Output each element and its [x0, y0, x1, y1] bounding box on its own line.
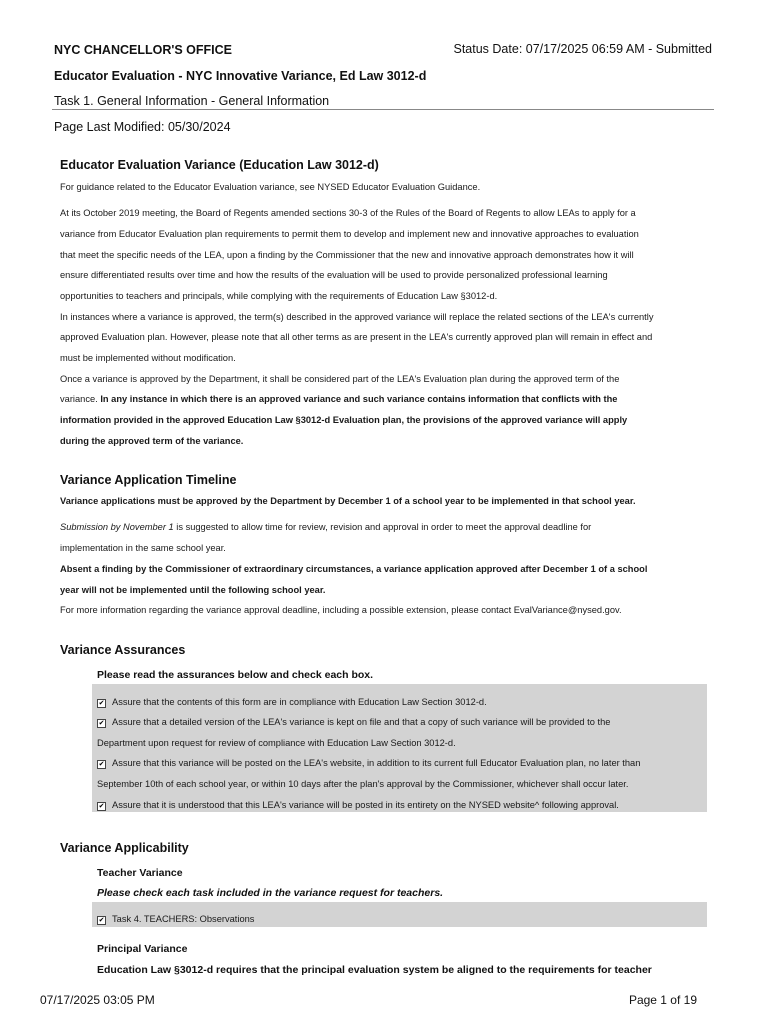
assurance-continuation: Department upon request for review of compliance with Education Law Section 3012-d. [97, 738, 456, 748]
paragraph-line: that meet the specific needs of the LEA, upon a finding by the Commissioner that the new and innovative approach demonstrates how it will [60, 250, 634, 260]
assurances-instruction: Please read the assurances below and check each box. [97, 669, 374, 681]
checkbox-checked-icon[interactable]: ✔ [98, 917, 105, 924]
teacher-task-item[interactable] [97, 914, 254, 925]
paragraph-line: information provided in the approved Education Law §3012-d Evaluation plan, the provisions of the approved variance will apply [60, 415, 628, 425]
form-title: Educator Evaluation - NYC Innovative Variance, Ed Law 3012-d [54, 69, 427, 83]
section-heading-assurances: Variance Assurances [60, 643, 186, 657]
guidance-text: For guidance related to the Educator Evaluation variance, see NYSED Educator Evaluation Guidance. [60, 182, 481, 192]
paragraph-line: approved Evaluation plan. However, please note that all other terms as are present in the LEA's currently approved plan will remain in effect and [60, 332, 653, 342]
page-last-modified: Page Last Modified: 05/30/2024 [54, 120, 231, 134]
paragraph-line: opportunities to teachers and principals, while complying with the requirements of Education Law §3012-d. [60, 291, 498, 301]
checkbox-checked-icon[interactable]: ✔ [98, 803, 105, 810]
paragraph-line: Absent a finding by the Commissioner of extraordinary circumstances, a variance application approved after December 1 of a school [60, 564, 648, 574]
paragraph-line: implementation in the same school year. [60, 543, 226, 553]
checkbox-checked-icon[interactable]: ✔ [98, 761, 105, 768]
assurance-item[interactable] [97, 800, 619, 811]
principal-variance-heading: Principal Variance [97, 943, 188, 955]
paragraph-line: variance from Educator Evaluation plan requirements to permit them to develop and implement new and innovative approaches to evaluation [60, 229, 639, 239]
footer-date: 07/17/2025 03:05 PM [40, 993, 155, 1007]
teacher-variance-heading: Teacher Variance [97, 867, 183, 879]
assurance-continuation: September 10th of each school year, or within 10 days after the plan's approval by the Commissioner, whichever shall occur later. [97, 779, 629, 789]
principal-variance-text: Education Law §3012-d requires that the principal evaluation system be aligned to the requirements for teacher [97, 964, 652, 976]
deadline-statement: Variance applications must be approved by the Department by December 1 of a school year to be implemented in that school year. [60, 496, 636, 506]
paragraph-line: Once a variance is approved by the Department, it shall be considered part of the LEA's Evaluation plan during the approved term of the [60, 374, 620, 384]
page-number: Page 1 of 19 [628, 993, 697, 1007]
paragraph-line: At its October 2019 meeting, the Board of Regents amended sections 30-3 of the Rules of the Board of Regents to allow LEAs to apply for a [60, 208, 636, 218]
header-divider [52, 109, 714, 110]
teacher-task-label: Task 4. TEACHERS: Observations [112, 914, 255, 924]
assurance-label: Assure that a detailed version of the LEA's variance is kept on file and that a copy of such variance will be provided to the [112, 717, 611, 727]
section-heading-applicability: Variance Applicability [60, 841, 189, 855]
paragraph-line: must be implemented without modification. [60, 353, 236, 363]
paragraph-line [60, 522, 591, 532]
section-heading-evaluation-variance: Educator Evaluation Variance (Education Law 3012-d) [60, 158, 379, 172]
paragraph-line [60, 394, 617, 404]
inline-bold-text: In any instance in which there is an approved variance and such variance contains information that conflicts with the [100, 394, 618, 404]
paragraph-line: ensure differentiated results over time and how the results of the evaluation will be used to provide personalized professional learning [60, 270, 608, 280]
assurance-label: Assure that this variance will be posted on the LEA's website, in addition to its current full Educator Evaluation plan, no later than [112, 758, 641, 768]
assurance-item[interactable] [97, 758, 640, 769]
organization-name: NYC CHANCELLOR'S OFFICE [54, 43, 232, 57]
assurance-item[interactable] [97, 717, 610, 728]
inline-text: variance. [60, 394, 101, 404]
inline-text: is suggested to allow time for review, revision and approval in order to meet the approval deadline for [173, 522, 592, 532]
paragraph-line: year will not be implemented until the following school year. [60, 585, 326, 595]
status-date: Status Date: 07/17/2025 06:59 AM - Submitted [453, 42, 712, 56]
paragraph-line: In instances where a variance is approved, the term(s) described in the approved variance will replace the related sections of the LEA's currently [60, 312, 654, 322]
assurance-label: Assure that it is understood that this LEA's variance will be posted in its entirety on the NYSED website^ following approval. [112, 800, 619, 810]
assurance-label: Assure that the contents of this form are in compliance with Education Law Section 3012-d. [112, 697, 487, 707]
paragraph-line: during the approved term of the variance. [60, 436, 244, 446]
section-heading-application-timeline: Variance Application Timeline [60, 473, 237, 487]
task-title: Task 1. General Information - General Information [54, 94, 330, 108]
contact-text: For more information regarding the variance approval deadline, including a possible extension, please contact EvalVariance@nysed.gov. [60, 605, 622, 615]
checkbox-checked-icon[interactable]: ✔ [98, 720, 105, 727]
assurance-item[interactable] [97, 697, 487, 708]
teacher-variance-instruction: Please check each task included in the variance request for teachers. [97, 887, 444, 899]
inline-italic-text: Submission by November 1 [60, 522, 174, 532]
checkbox-checked-icon[interactable]: ✔ [98, 700, 105, 707]
